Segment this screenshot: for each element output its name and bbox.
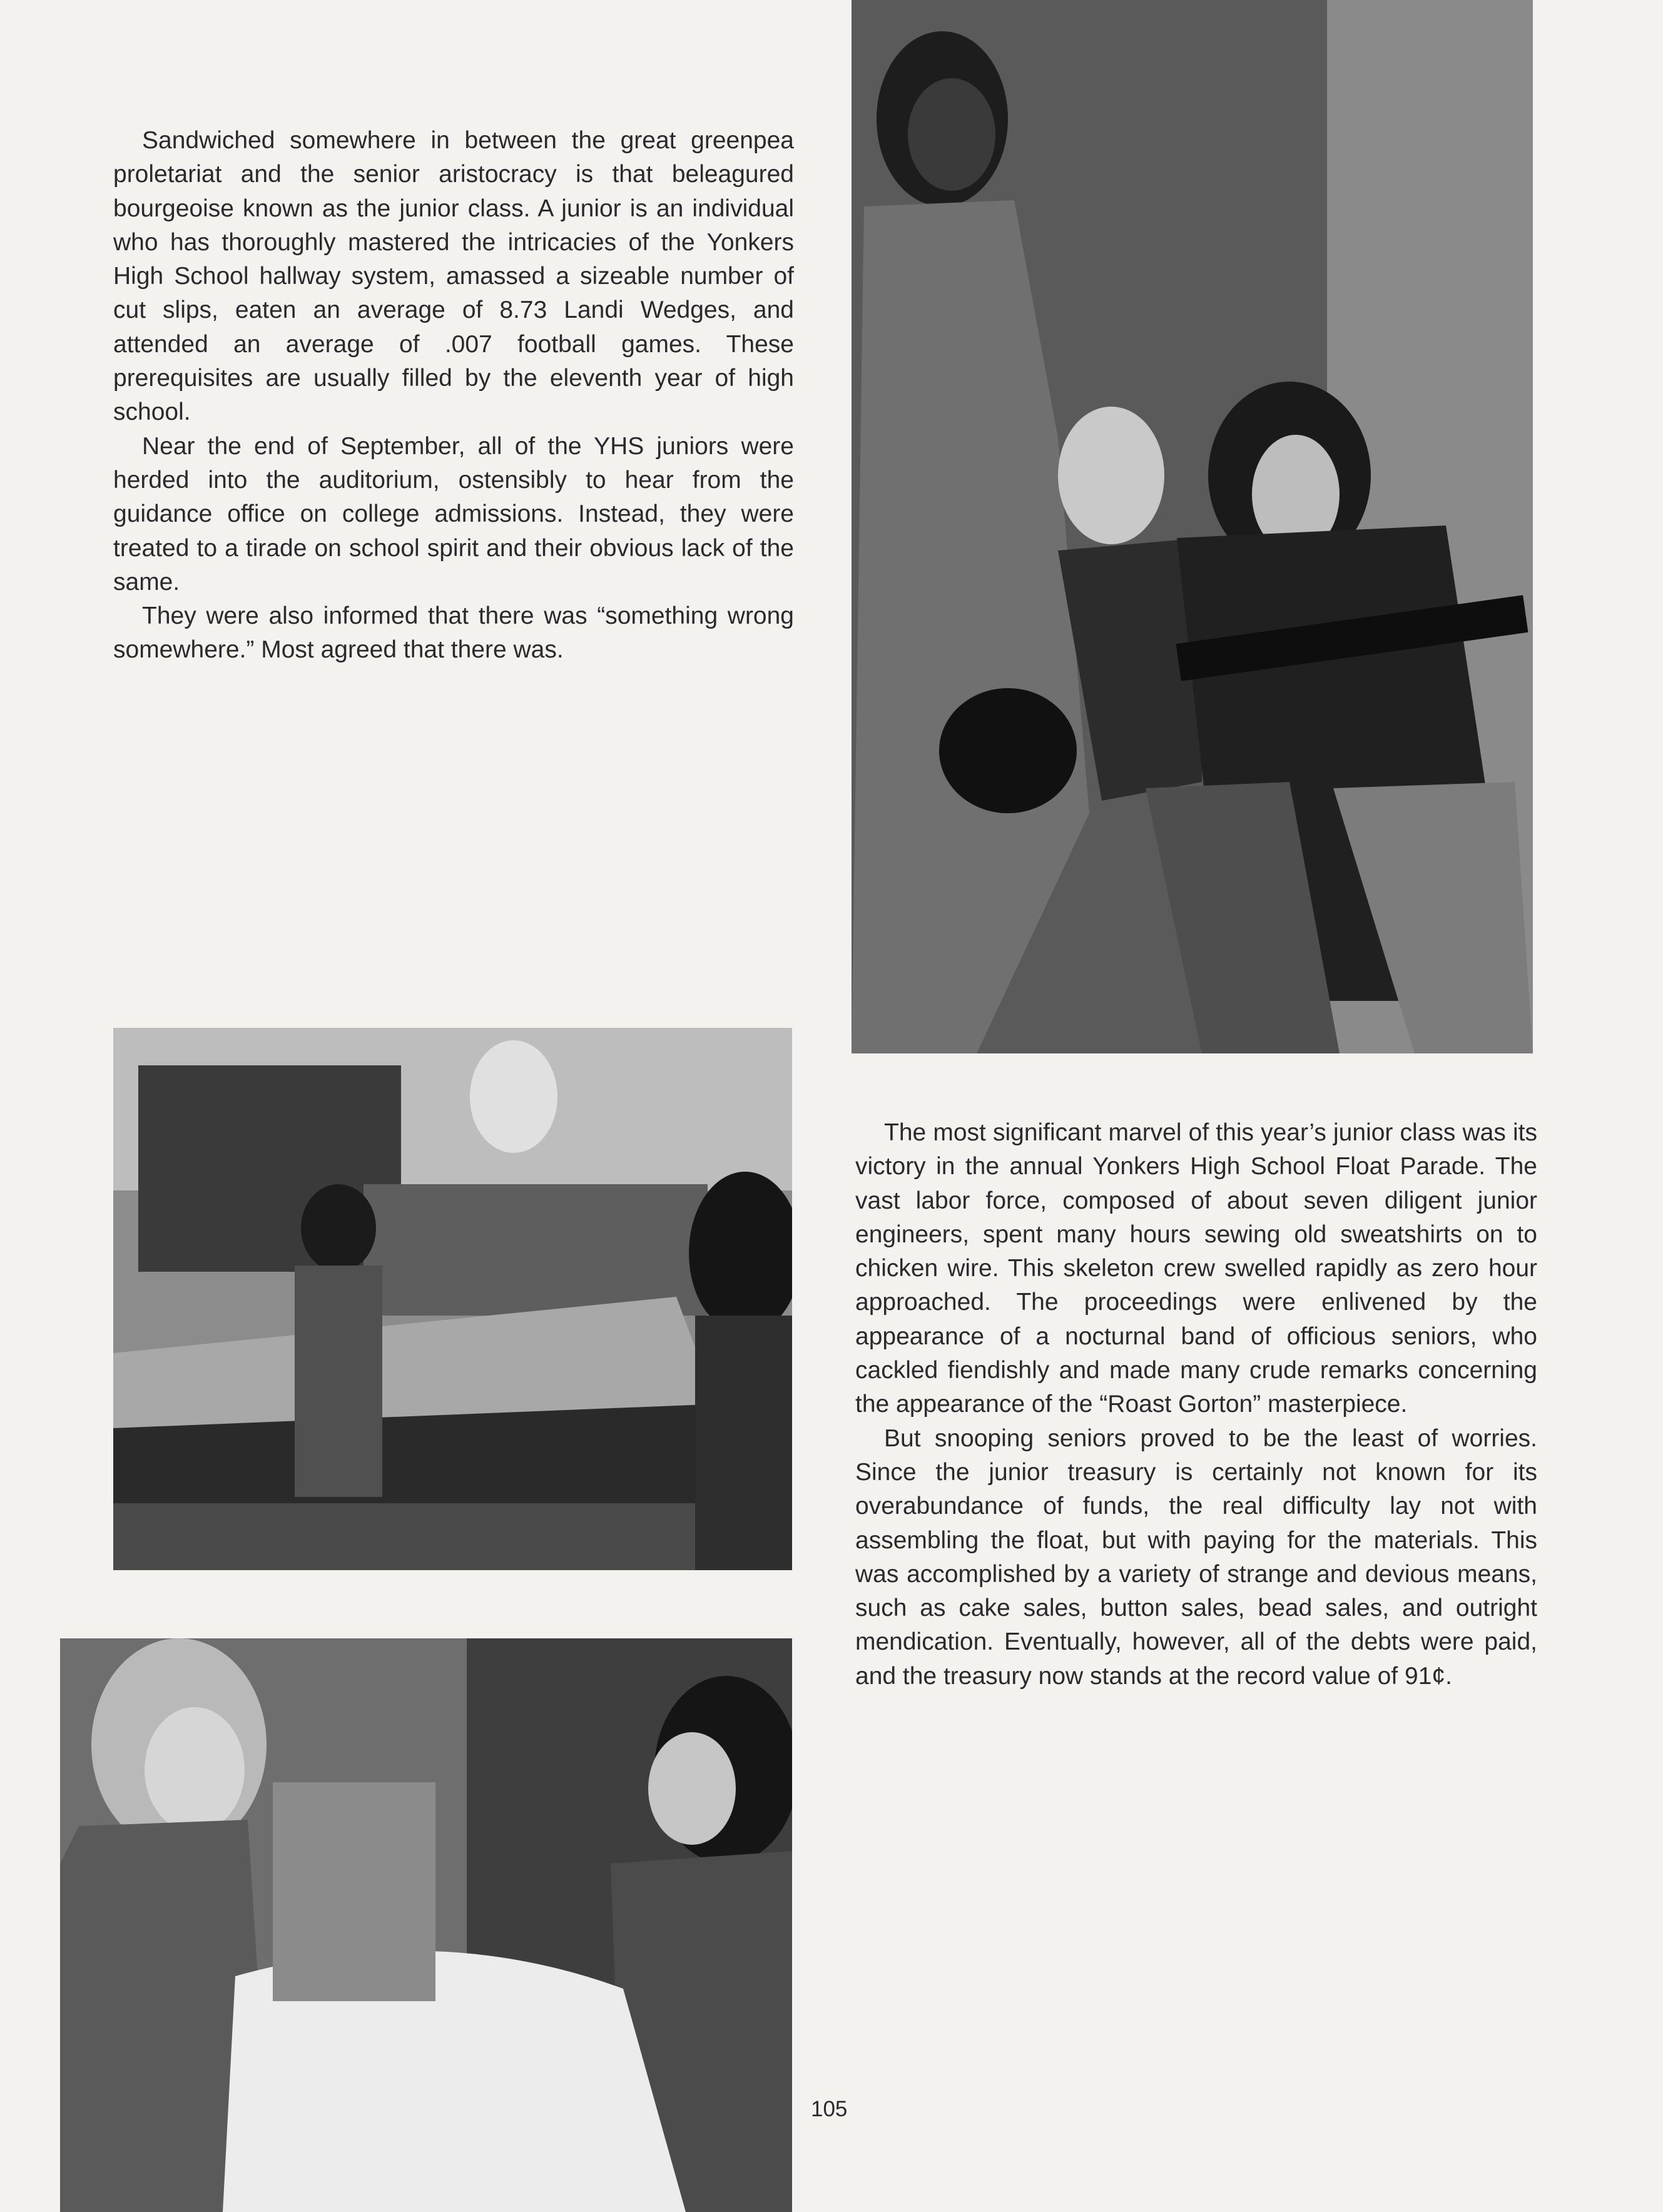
photo-students-with-guitar xyxy=(852,0,1533,1053)
article-left-column xyxy=(113,124,794,667)
paragraph: The most significant marvel of this year’s junior class was its victory in the annual Yonkers High School Float Parade. The vast labor force, composed of about seven diligent junior engineers, spent many hours sewing old sweatshirts on to chicken wire. This skeleton crew swelled rapidly as zero hour approached. The proceedings were enlivened by the appearance of a nocturnal band of officious seniors, who cackled fiendishly and made many crude remarks concerning the appearance of the “Roast Gorton” masterpiece. xyxy=(855,1119,1537,1418)
paragraph: Near the end of September, all of the YHS juniors were herded into the auditorium, ostensibly to hear from the guidance office on college admissions. Instead, they were treated to a tirade on school spirit and their obvious lack of the same. xyxy=(113,432,794,596)
photo-float-construction xyxy=(113,1028,792,1570)
paragraph: But snooping seniors proved to be the least of worries. Since the junior treasury is certainly not known for its overabundance of funds, the real difficulty lay not with assembling the float, but with paying for the materials. This was accomplished by a variety of strange and devious means, such as cake sales, button sales, bead sales, and outright mendication. Eventually, however, all of the debts were paid, and the treasury now stands at the record value of 91¢. xyxy=(855,1424,1537,1690)
article-right-column xyxy=(855,1116,1537,1693)
paragraph: Sandwiched somewhere in between the great greenpea proletariat and the senior aristocracy is that beleagured bourgeoise known as the junior class. A junior is an individual who has thoroughly mastered the intricacies of the Yonkers High School hallway system, amassed a sizeable number of cut slips, eaten an average of 8.73 Landi Wedges, and attended an average of .007 football games. These prerequisites are usually filled by the eleventh year of high school. xyxy=(113,127,794,426)
photo-girls-with-tissue xyxy=(60,1638,792,2212)
page-number: 105 xyxy=(811,2097,848,2121)
paragraph: They were also informed that there was “something wrong somewhere.” Most agreed that there was. xyxy=(113,602,794,664)
